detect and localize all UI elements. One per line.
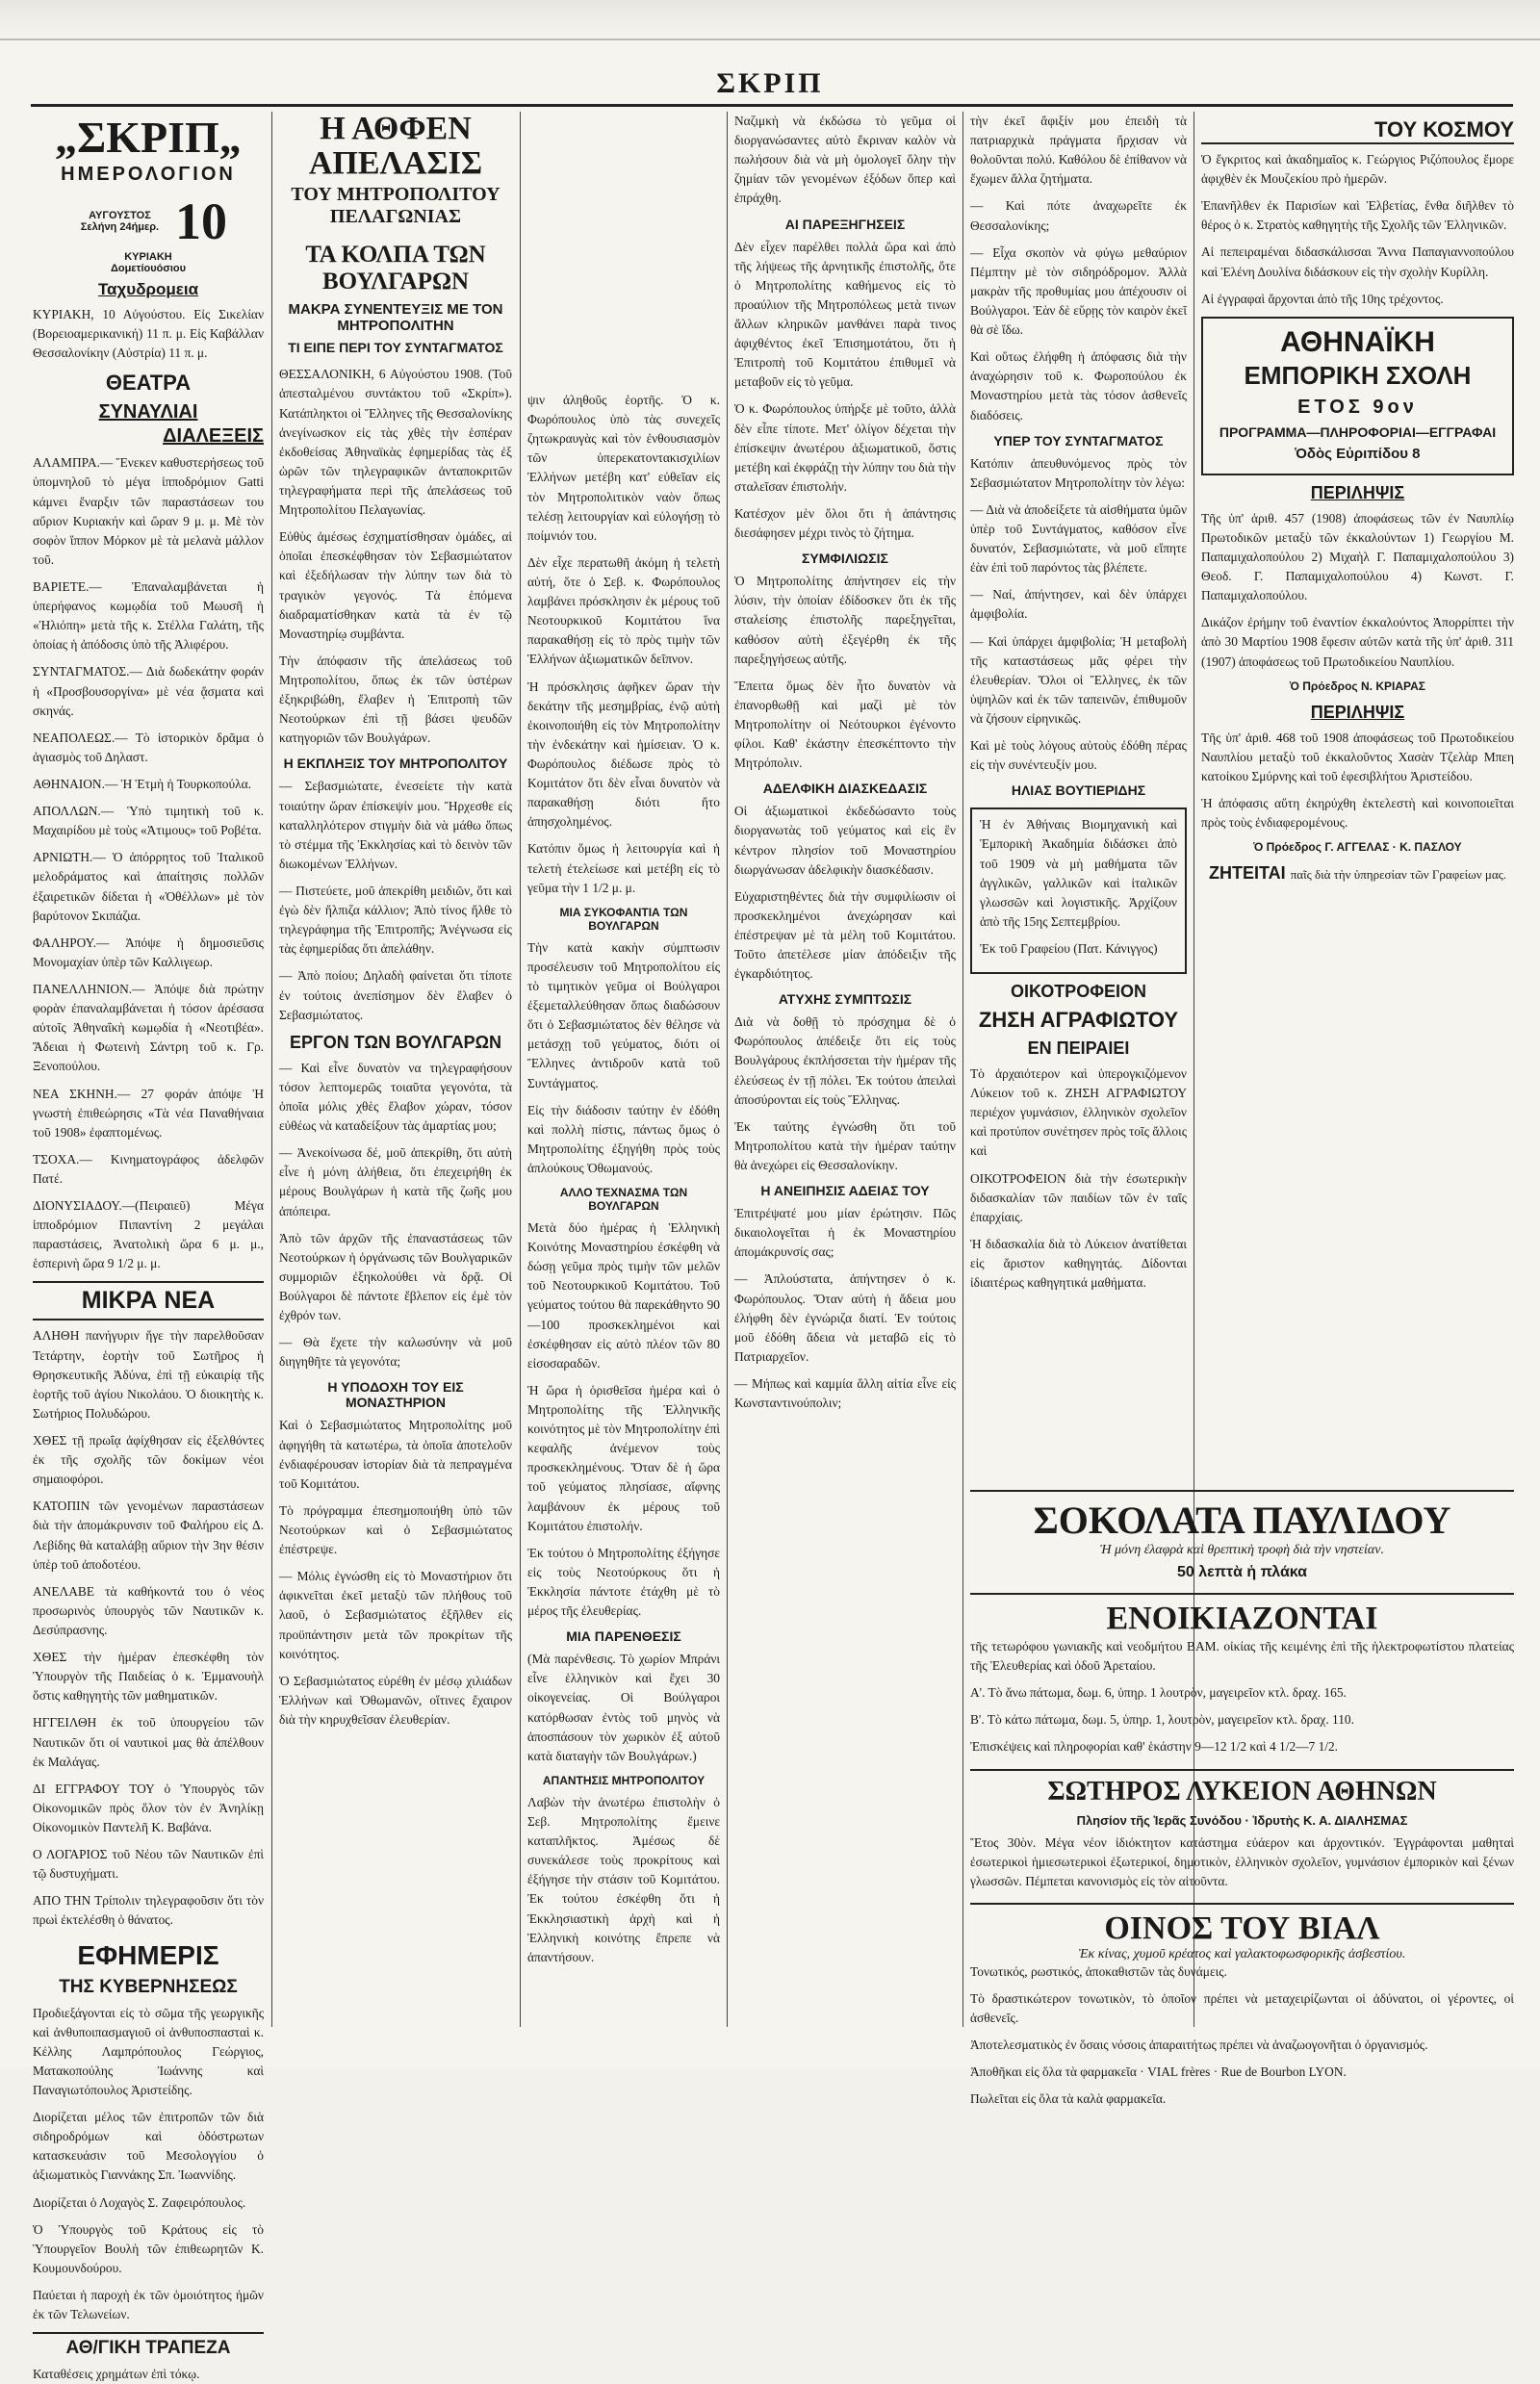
paragraph: Ἀπὸ τῶν ἀρχῶν τῆς ἐπαναστάσεως τῶν Νεοτούρκων ἡ ὀργάνωσις τῶν Βουλγαρικῶν συμμοριῶν ἐξηκολούθει νὰ δρᾷ. Οἱ Βούλγαροι δὲ πάντοτε ἔβλεπον εἰς ἐμὲ τὸν ἐχθρόν των. (279, 1230, 512, 1323)
paragraph: — Θὰ ἔχετε τὴν καλωσύνην νὰ μοῦ διηγηθῆτε τὰ γεγονότα; (279, 1335, 512, 1370)
paragraph: — Πιστεύετε, μοῦ ἀπεκρίθη μειδιῶν, ὅτι καὶ ἐγὼ δὲν ἤλπιζα κάλλιον; Ἀπὸ τίνος ἤλθε τὸ τηλεγράφημα τῆς Ἐπιτροπῆς; Ἀνέγνωσα εἰς τὰς ἐφημερίδας ὅτι ἀπελάθην. (279, 884, 512, 957)
paragraph: Ἡ ἀπόφασις αὕτη ἐκηρύχθη ἐκτελεστὴ καὶ κοινοποιεῖται πρὸς τοὺς ἐνδιαφερομένους. (1201, 795, 1514, 831)
boarding-text (970, 1064, 1187, 1293)
academy-notice-text (980, 815, 1177, 959)
paragraph: Δὲν εἶχε περατωθῆ ἀκόμη ἡ τελετὴ αὐτή, ὅτε ὁ Σεβ. κ. Φωρόπουλος λαμβάνει πρόσκλησιν ἐκ μέρους τοῦ Νεοτουρκικοῦ Κομιτάτου ἵνα παρακαθήσῃ εἰς τὸ πρὸς τιμὴν τῶν Ἑλλήνων ἀξιωματικῶν δεῖπνον. (527, 554, 720, 667)
paragraph: Ἡ διδασκαλία διὰ τὸ Λύκειον ἀνατίθεται εἰς ἄριστον καθηγητάς. Δίδονται ἰδιαιτέρως καθηγητικά μαθήματα. (970, 1236, 1187, 1291)
bottom-ads (970, 1478, 1514, 2107)
school-address: Ὁδὸς Εὐριπίδου 8 (1295, 445, 1421, 462)
wine-title: ΟΙΝΟΣ ΤΟΥ ΒΙΑΛ (1104, 1910, 1380, 1946)
paragraph: — Καὶ πότε ἀναχωρεῖτε ἐκ Θεσσαλονίκης; (970, 198, 1187, 233)
school-title-2: ΕΜΠΟΡΙΚΗ ΣΧΟΛΗ (1244, 360, 1472, 390)
chocolate-ad (970, 1490, 1514, 1581)
gov-item: Διορίζεται μέλος τῶν ἐπιτροπῶν τῶν διὰ σιδηροδρόμων καὶ ὁδόστρωτων κατασκευάσιν τοῦ Μεσολογγίου ὁ ἀξιωματικὸς Γιαννάκης Σπ. Ἰωαννίδης. (33, 2110, 264, 2183)
wine-text (970, 1962, 1514, 2110)
paragraph: Ἡ πρόσκλησις ἀφῆκεν ὥραν τὴν δεκάτην τῆς μεσημβρίας, ἐνῷ αὐτὴ ἐκοινοποιήθη εἰς τὸν Μητροπολίτην τὴν ἐνδεκάτην καὶ ἡμίσειαν. Ὁ κ. Φωρόπουλος διέδωσε πρὸς τὸ Κομιτάτον ὅτι δὲν εἶναι δυνατὸν νὰ παρακαθήσῃ διότι ἤτο ἀπησχολημένος. (527, 679, 720, 830)
concerts-heading: ΣΥΝΑΥΛΙΑΙ (98, 401, 198, 423)
lyceum-title: ΣΩΤΗΡΟΣ ΛΥΚΕΙΟΝ ΑΘΗΝΩΝ (1047, 1776, 1437, 1807)
paragraph: Εὐθὺς ἀμέσως ἐσχηματίσθησαν ὁμάδες, αἱ ὁποῖαι ἐπεσκέφθησαν τὸν Σεβασμιώτατον καὶ ἐξεδήλωσαν τὴν λύπην των διὰ τὸ τραγικὸν γεγονός. Τὰ ἑπόμενα διαδραματίσθηκαν κατὰ τὰ ἐν τῷ Μοναστηρίῳ συμβάντα. (279, 529, 512, 641)
paragraph: Τὴν κατὰ κακὴν σύμπτωσιν προσέλευσιν τοῦ Μητροπολίτου εἰς τὸ τιμητικὸν γεῦμα οἱ Βούλγαροι ἐξεμεταλλεύθησαν ὅπως διαδώσουν ὅτι ὁ Σεβασμιώτατος δὲν θέλησε νὰ μετάσχῃ τοῦ γεύματος, διότι οἱ Ἕλληνες ἀντιδροῦν κατὰ τοῦ Συντάγματος. (527, 939, 720, 1090)
theatre-item: ΝΕΑΠΟΛΕΩΣ.— Τὸ ἱστορικὸν δρᾶμα ὁ ἁγιασμὸς τοῦ Δηλαστ. (33, 730, 264, 764)
summary-text-2 (1201, 729, 1514, 833)
article-text-b (527, 938, 720, 1178)
gov-item: Παύεται ἡ παροχὴ ἐκ τῶν ὁμοιότητος ἡμῶν ἐκ τῶν Τελωνείων. (33, 2287, 264, 2322)
rent-line: Β'. Τὸ κάτω πάτωμα, δωμ. 5, ὑπηρ. 1, λουτρὸν, μαγειρεῖον κτλ. δραχ. 110. (970, 1712, 1354, 1728)
chocolate-title: ΣΟΚΟΛΑΤΑ ΠΑΥΛΙΔΟΥ (1033, 1499, 1451, 1542)
dateline-right: ΚΥΡΙΑΚΗ Δομετίουόσιου (110, 251, 187, 274)
column-divider (727, 112, 728, 2027)
gov-heading-1: ΕΦΗΜΕΡΙΣ (77, 1939, 219, 1970)
paragraph: (Μὰ παρένθεσις. Τὸ χωρίον Μπράνι εἶνε ἑλληνικὸν καὶ ἔχει 30 οἰκογενείας. Οἱ Βούλγαροι κατόρθωσαν ἐντὸς τοῦ μηνὸς νὰ ἀποσπάσουν τὸν χωρικὸν ἐξ αὐτοῦ κατὰ διαταγὴν τῶν Βουλγάρων.) (527, 1652, 720, 1763)
summary-signature-1: Ὁ Πρόεδρος Ν. ΚΡΙΑΡΑΣ (1290, 679, 1425, 693)
rent-line: τῆς τετωρόφου γωνιακῆς καὶ νεοδμήτου ΒΑΜ. οἰκίας τῆς κειμένης ἐπὶ τῆς ἡλεκτροφωτίστου πλατείας τῆς Ἐλευθερίας καὶ ὁδοῦ Ἀρεταίου. (970, 1639, 1514, 1674)
top-rule (31, 104, 1513, 107)
paragraph: Τῆς ὑπ' ἀριθ. 468 τοῦ 1908 ἀποφάσεως τοῦ Πρωτοδικείου Ναυπλίου μεταξὺ τοῦ ἐκκαλοῦντος Χασὰν Τζελὰρ Μπεη κατοίκου Σμύρνης καὶ τοῦ ἐφεσιβλήτου Ἀριστείδου. (1201, 730, 1514, 783)
news-item: ΧΘΕΣ τῇ πρωΐᾳ ἀφίχθησαν εἰς ἐξελθόντες ἐκ τῆς σχολῆς τῶν δοκίμων νέοι σημαιοφόροι. (33, 1433, 264, 1487)
paragraph: Ὁ κ. Φωρόπουλος ὑπήρξε μὲ τοῦτο, ἀλλὰ δὲν εἶπε τίποτε. Μετ' ὀλίγον δέχεται τὴν ἐπίσκεψιν ἀνωτέρου ἀξιωματικοῦ, ὅστις μετέβη καὶ ἐκφράζῃ τὴν λύπην του διὰ τὴν σταλεῖσαν ἐπιστολήν. (734, 401, 956, 494)
news-item: ΑΝΕΛΑΒΕ τὰ καθήκοντά του ὁ νέος προσωρινὸς ὑπουργὸς τῶν Ναυτικῶν κ. Δεσύπρασνης. (33, 1583, 264, 1638)
column-divider (520, 112, 521, 2027)
post-heading: Ταχυδρομεια (97, 280, 199, 298)
column-1 (33, 112, 264, 2382)
gov-heading-2: ΤΗΣ ΚΥΒΕΡΝΗΣΕΩΣ (59, 1976, 238, 1997)
paragraph: Κατέσχον μὲν ὅλοι ὅτι ἡ ἀπάντησις διεσάφησεν μέχρι τινὸς τὸ ζήτημα. (734, 505, 956, 541)
paragraph: Ἔπειτα ὅμως δὲν ἦτο δυνατὸν νὰ ἐπανορθωθῇ καὶ μαζὶ μὲ τὸν Μητροπολίτην οἱ Νεότουρκοι ἐγένοντο φίλοι. Καθ' ἑκάστην ἐπεσκέπτοντο τὴν Μητρόπολιν. (734, 678, 956, 771)
nameplate-subtitle: ΗΜΕΡΟΛΟΓΙΟΝ (61, 164, 236, 185)
world-heading: ΤΟΥ ΚΟΣΜΟΥ (1201, 117, 1514, 144)
bank-text: Καταθέσεις χρημάτων ἐπὶ τόκῳ. (33, 2367, 200, 2382)
subheading-reply: ΑΠΑΝΤΗΣΙΣ ΜΗΤΡΟΠΟΛΙΤΟΥ (542, 1773, 706, 1787)
academy-notice (970, 807, 1187, 974)
column-4 (734, 112, 956, 2027)
paragraph: Ἡ ὥρα ἡ ὁρισθεῖσα ἡμέρα καὶ ὁ Μητροπολίτης τῆς Ἑλληνικῆς κοινότητος μὲ τὸν Μητροπολίτην ἐπὶ κεφαλῆς ἀνέμενον τοὺς προσκεκλημένους. Ὅταν δὲ ἡ ὥρα τοῦ γεύματος πλησίασε, αἴφνης λαμβάνουν ἐκ μέρους τοῦ Κομιτάτου ἐπιστολήν. (527, 1382, 720, 1533)
wine-line: Ἀποθῆκαι εἰς ὅλα τὰ φαρμακεῖα · VIAL frères · Rue de Bourbon LYON. (970, 2064, 1347, 2080)
theatre-heading: ΘΕΑΤΡΑ (105, 371, 192, 396)
theatre-item: ΦΑΛΗΡΟΥ.— Ἀπόψε ἡ δημοσιεῦσις Μονομαχίαν ὑπὲρ τῶν Καλλιγεωρ. (33, 935, 264, 969)
chocolate-price: 50 λεπτὰ ἡ πλάκα (1176, 1564, 1308, 1580)
news-item: ΗΓΓΕΙΛΘΗ ἐκ τοῦ ὑπουργείου τῶν Ναυτικῶν ὅτι οἱ ναυτικοὶ μας θὰ ἀπέλθουν ἐκ Μαλάγας. (33, 1715, 264, 1769)
wanted-text: παῖς διὰ τὴν ὑπηρεσίαν τῶν Γραφείων μας. (1290, 867, 1507, 883)
paragraph: Τὸ πρόγραμμα ἐπεσημοποιήθη ὑπὸ τῶν Νεοτούρκων καὶ ὁ Σεβασμιώτατος ἐπέστρεψε. (279, 1502, 512, 1557)
wine-line: Πωλεῖται εἰς ὅλα τὰ καλὰ φαρμακεῖα. (970, 2091, 1167, 2107)
paragraph: Ὁ Σεβασμιώτατος εὑρέθη ἐν μέσῳ χιλιάδων Ἑλλήνων καὶ Ὀθωμανῶν, οἵτινες ἔχαιρον διὰ τὴν κηρυχθεῖσαν ἐλευθερίαν. (279, 1673, 512, 1727)
article-text-c (734, 572, 956, 773)
paragraph: Ἡ ἐν Ἀθήναις Βιομηχανικὴ καὶ Ἐμπορικὴ Ἀκαδημία διδάσκει ἀπὸ τοῦ 1909 νὰ μὴ μαθήματα τῶν ἀγγλικῶν, γαλλικῶν καὶ ἰταλικῶν γλωσσῶν καὶ λογιστικῆς. Ἀρχίζουν ἀπὸ τῆς 15ης Σεπτεμβρίου. (980, 817, 1177, 929)
column-6 (1201, 112, 1514, 1469)
news-item: ΑΠΟ ΤΗΝ Τρίπολιν τηλεγραφοῦσιν ὅτι τὸν πρωὶ ἐκτελέσθη ὁ θάνατος. (33, 1893, 264, 1928)
paragraph: Εὐχαριστηθέντες διὰ τὴν συμφιλίωσιν οἱ προσκεκλημένοι ἀνεχώρησαν καὶ ἐπέστρεψαν μὲ τὰ μέλη τοῦ Κομιτάτου. Τοῦτο ἀπετέλεσε μίαν ἀπόδειξιν τῆς ἐγκαρδιότητος. (734, 888, 956, 982)
paragraph: Ἐκ ταύτης ἐγνώσθη ὅτι τοῦ Μητροπολίτου κατὰ τὴν ἡμέραν ταύτην θὰ ἀνεχώρει εἰς Θεσσαλονίκην. (734, 1118, 956, 1173)
paragraph: Λαβὼν τὴν ἀνωτέρω ἐπιστολὴν ὁ Σεβ. Μητροπολίτης ἔμεινε καταπλῆκτος. Ἀμέσως δὲ συνεκάλεσε τοὺς προκρίτους καὶ ἐξήγησε τὴν στάσιν τοῦ Κομιτάτου. Ἐκ τούτου ἐσκέφθη ὅτι ἡ Ἐκκλησιαστικὴ ἀρχὴ καὶ ἡ Ἑλληνικὴ κοινότης ἔπρεπε νὰ ἀπαντήσουν. (527, 1794, 720, 1964)
gov-item: Προδιεξάγονται εἰς τὸ σῶμα τῆς γεωργικῆς καὶ ἀνθυποιπασμαγιοῦ οἱ ἀνθυποσπασταὶ κ. Κέλλης Λαμπρόπουλος Γεώργιος, Ματακοπούλης Ἰωάννης καὶ Παναγιωτόπουλος Ἀριστείδης. (33, 2005, 264, 2097)
theatre-item: ΝΕΑ ΣΚΗΝΗ.— 27 φοράν ἀπόψε Ἡ γνωστὴ ἐπιθεώρησις «Τὰ νέα Παναθήναια τοῦ 1908» ἐφαπτομένως. (33, 1086, 264, 1140)
subheading-astonishment: Η ΕΚΠΛΗΞΙΣ ΤΟΥ ΜΗΤΡΟΠΟΛΙΤΟΥ (283, 756, 508, 772)
theatre-list (33, 453, 264, 1273)
subheading-reception: Η ΥΠΟΔΟΧΗ ΤΟΥ ΕΙΣ ΜΟΝΑΣΤΗΡΙΟΝ (327, 1379, 464, 1411)
column-3 (527, 112, 720, 2027)
news-list (33, 1326, 264, 1930)
paragraph: — Καὶ εἶνε δυνατὸν να τηλεγραφήσουν τόσον λεπτομερῶς τοιαῦτα γεγονότα, τὰ ὁποῖα μόλις χθὲς ἔλαβον χώραν, τόσον εὐθέως νὰ καταδείξουν τὰς ἀμαρτίας μου; (279, 1060, 512, 1134)
paragraph: — Μήπως καὶ καμμία ἄλλη αἰτία εἶνε εἰς Κωνσταντινούπολιν; (734, 1376, 956, 1411)
article-text-d (734, 802, 956, 984)
boarding-heading: ΟΙΚΟΤΡΟΦΕΙΟΝ (1011, 982, 1146, 1002)
rent-title: ΕΝΟΙΚΙΑΖΟΝΤΑΙ (1106, 1601, 1378, 1636)
paragraph: — Ἀπὸ ποίου; Δηλαδὴ φαίνεται ὅτι τίποτε ἐν τούτοις ἀνεπίσημον δὲν ἔλαβεν ὁ Σεβασμιώτατος. (279, 968, 512, 1022)
paragraph: Κατόπιν ἀπευθυνόμενος πρὸς τὸν Σεβασμιώτατον Μητροπολίτην τὸν λέγω: (970, 455, 1187, 490)
rent-line: Ἐπισκέψεις καὶ πληροφορίαι καθ' ἑκάστην 9—12 1/2 καὶ 4 1/2—7 1/2. (970, 1739, 1339, 1755)
post-text: ΚΥΡΙΑΚΗ, 10 Αὐγούστου. Εἰς Σικελίαν (Βορειοαμερικανική) 11 π. μ. Εἰς Καβάλλαν Θεσσαλονίκην (Αὐστρία) 11 π. μ. (33, 307, 264, 361)
column-5 (970, 112, 1187, 1469)
headline-5: ΤΙ ΕΙΠΕ ΠΕΡΙ ΤΟΥ ΣΥΝΤΑΓΜΑΤΟΣ (288, 340, 503, 356)
subheading-trick: ΑΛΛΟ ΤΕΧΝΑΣΜΑ ΤΩΝ ΒΟΥΛΓΑΡΩΝ (559, 1186, 688, 1214)
lyceum-ad (970, 1769, 1514, 1891)
paragraph: Εἰς τὴν διάδοσιν ταύτην ἐν ἐδόθη καὶ πολλὴ πίστις, πάντως ὅμως ὁ Μητροπολίτης ἐξηγήθη πρὸς τοὺς ἀπλούκους Ὀθωμανούς. (527, 1102, 720, 1175)
theatre-item: ΣΥΝΤΑΓΜΑΤΟΣ.— Διὰ δωδεκάτην φοράν ἡ «Προσβουσοργίνα» μὲ νέα ᾄσματα καὶ σκηνάς. (33, 664, 264, 718)
article-text-a (527, 391, 720, 898)
paragraph: — Ἀνεκοίνωσα δέ, μοῦ ἀπεκρίθη, ὅτι αὐτὴ εἶνε ἡ μόνη ἀλήθεια, ὅτι ἐπεχειρήθη ἐκ μέρους Βουλγάρων ἡ κατὰ τῆς ζωῆς μου ἀπόπειρα. (279, 1145, 512, 1218)
paragraph: — Ναί, ἀπήντησεν, καὶ δὲν ὑπάρχει ἀμφιβολία. (970, 587, 1187, 622)
gov-list (33, 2004, 264, 2325)
paragraph: Ναζιμκὴ νὰ ἐκδώσω τὸ γεῦμα οἱ διοργανώσαντες αὐτὸ ἔκριναν καλὸν νὰ πωλήσουν διὰ νὰ μὴ ὁμολογεῖ ὅλην τὴν ζημίαν τῶν γενομένων ἐξόδων ὅπερ καὶ ἐπράχθη. (734, 114, 956, 206)
paragraph: Κατόπιν ὅμως ἡ λειτουργία καὶ ἡ τελετὴ ἐτελείωσε καὶ μετέβη εἰς τὸ γεῦμα τὴν 1 1/2 μ. μ. (527, 841, 720, 895)
paragraph: Ἐπιτρέψατέ μου μίαν ἐρώτησιν. Πῶς δικαιολογεῖται ἡ ἐκ Μοναστηρίου ἀπομάκρυνσίς σας; (734, 1206, 956, 1260)
dateline (33, 192, 264, 274)
paragraph: Δικάζον ἐρήμην τοῦ ἐναντίον ἐκκαλούντος Ἀπορρίπτει τὴν ἀπὸ 30 Μαρτίου 1908 ἔφεσιν αὐτῶν κατὰ τῆς ὑπ' ἀριθ. 311 (1907) ἀποφάσεως τοῦ Πρωτοδικείου Ναυπλίου. (1201, 615, 1514, 669)
paragraph: — Καὶ ὑπάρχει ἀμφιβολία; Ἡ μεταβολὴ τῆς καταστάσεως μᾶς φέρει τὴν ἐλευθερίαν. Ὅλοι οἱ Ἕλληνες, ἐκ τῶν ὑψηλῶν καὶ ἐκ τῶν ταπεινῶν, ἐπιθυμοῦν νὰ ζήσουν εἰρηνικῶς. (970, 633, 1187, 726)
world-text (1201, 150, 1514, 309)
theatre-item: ΑΠΟΛΛΩΝ.— Ὑπὸ τιμητικὴ τοῦ κ. Μαχαιρίδου μὲ τοὺς «Ἀτιμους» τοῦ Ροβέτα. (33, 804, 264, 838)
summary-heading-2: ΠΕΡΙΛΗΨΙΣ (1310, 702, 1405, 722)
article-text-d (527, 1650, 720, 1766)
subheading-constitution: ΥΠΕΡ ΤΟΥ ΣΥΝΤΑΓΜΑΤΟΣ (993, 432, 1164, 449)
paragraph: Τῆς ὑπ' ἀριθ. 457 (1908) ἀποφάσεως τῶν ἐν Ναυπλίῳ Πρωτοδικῶν μεταξὺ τῶν ἐκκαλούντων 1) Γεωργίου Μ. Παπαμιχαλοπούλου 2) Μιχαὴλ Γ. Παπαμιχαλοπούλου 3) Θεοδ. Γ. Παπαμιχαλοπούλου 4) Κωνστ. Γ. Παπαμιχαλοπούλου. (1201, 510, 1514, 603)
subheading-reconciliation: ΣΥΜΦΙΛΙΩΣΙΣ (802, 551, 888, 567)
paragraph: — Σεβασμιώτατε, ἐνεσείετε τὴν κατὰ τοιαύτην ὥραν ἐπίσκεψίν μου. Ἤρχεσθε εἰς καταλληλότερον στιγμὴν διὰ νὰ μάθω ὅπως τὸ στέμμα τῆς Ἐκκλησίας καὶ τὸ δεινὸν τῶν διωκομένων Ἑλλήνων. (279, 779, 512, 871)
lectures-heading: ΔΙΑΛΕΞΕΙΣ (163, 425, 264, 448)
theatre-item: ΒΑΡΙΕΤΕ.— Ἐπαναλαμβάνεται ἡ ὑπερήφανος κωμῳδία τοῦ Μωυσῆ ἡ «Ἠλιόπη» μετὰ τῆς κ. Στέλλα Γαλάτη, τῆς ὁποίας ἡ ἀπόδοσις ὑπὸ τῆς Ἀλιφέρου. (33, 578, 264, 653)
paragraph: Διὰ νὰ δοθῇ τὸ πρόσχημα δὲ ὁ Φωρόπουλος ἀπέδειξε ὅτι εἰς τοὺς Βουλγάρους ἐκπλήσσεται τὴν ἡμέραν τῆς ἐλεύσεως ἐν τῇ πόλει. Ἐκ τούτου ἀπειλαὶ ἀποσύρονται εἰς τοὺς Ἕλληνας. (734, 1014, 956, 1107)
summary-text-1 (1201, 509, 1514, 672)
paragraph: Ἐκ τούτου ὁ Μητροπολίτης ἐξήγησε εἰς τοὺς Νεοτούρκους ὅτι ἡ Ἐκκλησία πάντοτε ἐτάχθη μὲ τὸ μέρος τῆς ἐλευθερίας. (527, 1545, 720, 1619)
paragraph: Μετὰ δύο ἡμέρας ἡ Ἑλληνικὴ Κοινότης Μοναστηρίου ἐσκέφθη νὰ δώσῃ γεῦμα πρὸς τιμὴν τῶν μελῶν τοῦ Νεοτουρκικοῦ Κομιτάτου. Τοῦ γεύματος τούτου θὰ παρεκάθηντο 90—100 προσκεκλημένοι καὶ ἐσκέφθησαν εἰς αὐτὸ πλέον τῶν 80 εἰσοσαραδῶν. (527, 1220, 720, 1371)
paragraph: ΘΕΣΣΑΛΟΝΙΚΗ, 6 Αὐγούστου 1908. (Τοῦ ἀπεσταλμένου συντάκτου τοῦ «Σκρίπ»). Κατάπληκτοι οἱ Ἕλληνες τῆς Θεσσαλονίκης ἀνεγίνωσκον εἰς τὰς χθὲς τὴν ἑσπέραν ἐκδοθείσας Ἀθηναϊκὰς ἐφημερίδας τὰς ἐξ ὡρῶν τῶν τηλεγραφικῶν ἀνταποκριτῶν τηλεγραφήματα περὶ τῆς ἀπελάσεως τοῦ Μητροπολίτου Πελαγωνίας. (279, 367, 512, 518)
subheading-coincidence: ΑΤΥΧΗΣ ΣΥΜΠΤΩΣΙΣ (778, 991, 912, 1008)
masthead: ΣΚΡΙΠ (716, 67, 824, 99)
paragraph: τὴν ἐκεῖ ἄφιξίν μου ἐπειδὴ τὰ πατριαρχικὰ πράγματα ἤρχισαν νὰ θολοῦνται πολύ. Καθόλου δὲ ἐπίθανον νὰ ἔχωμεν ἄλλα ζητήματα. (970, 114, 1187, 187)
article-text-b (970, 454, 1187, 776)
article-text-e (734, 1013, 956, 1175)
article-text-c (527, 1218, 720, 1621)
headline-4: ΜΑΚΡΑ ΣΥΝΕΝΤΕΥΞΙΣ ΜΕ ΤΟΝ ΜΗΤΡΟΠΟΛΙΤΗΝ (288, 301, 503, 335)
summary-signature-2: Ὁ Πρόεδρος Γ. ΑΓΓΕΛΑΣ · Κ. ΠΑΣΛΟΥ (1253, 840, 1462, 855)
wanted-heading: ΖΗΤΕΙΤΑΙ (1208, 863, 1286, 884)
wine-line: Τονωτικός, ρωστικός, ἀποκαθιστῶν τὰς δυνάμεις. (970, 1963, 1227, 1979)
article-text-b (279, 777, 512, 1024)
article-text-e (527, 1793, 720, 1967)
paragraph: Ἐκ τοῦ Γραφείου (Πατ. Κάνιγγος) (980, 940, 1158, 956)
summary-heading-1: ΠΕΡΙΛΗΨΙΣ (1310, 482, 1405, 502)
wine-line: Ἀποτελεσματικὸς ἐν ὅσαις νόσοις ἀπαραιτήτως πρέπει νὰ ἀναζωογονῆται ὁ ὀργανισμός. (970, 2038, 1428, 2053)
author-signature: ΗΛΙΑΣ ΒΟΥΤΙΕΡΙΔΗΣ (1011, 782, 1146, 799)
rent-line: Α'. Τὸ ἄνω πάτωμα, δωμ. 6, ὑπηρ. 1 λουτρὸν, μαγειρεῖον κτλ. δραχ. 165. (970, 1685, 1347, 1701)
subheading-parenthesis: ΜΙΑ ΠΑΡΕΝΘΕΣΙΣ (566, 1628, 681, 1645)
subheading-leave: Η ΑΝΕΙΠΗΣΙΣ ΑΔΕΙΑΣ ΤΟΥ (760, 1183, 930, 1199)
subheading-slander: ΜΙΑ ΣΥΚΟΦΑΝΤΙΑ ΤΩΝ ΒΟΥΛΓΑΡΩΝ (559, 905, 688, 933)
paragraph: — Εἶχα σκοπὸν νὰ φύγω μεθαύριον Πέμπτην μὲ τὸν σιδηρόδρομον. Ἀλλὰ μακρὰν τῆς προθυμίας μου ἀπέχουσιν οἱ Βούλγαροι. Ἐὰν δὲ εὕρῃς τὸν καιρὸν ἐκεῖ θὰ σὲ ἴδω. (970, 244, 1187, 338)
paragraph: Ἐπανῆλθεν ἐκ Παρισίων καὶ Ἐλβετίας, ἔνθα διῆλθεν τὸ θέρος ὁ κ. Στρατὸς καθηγητὴς τῆς Σχολῆς τῶν Ἐλληνικῶν. (1201, 198, 1514, 233)
news-item: ΧΘΕΣ τὴν ἡμέραν ἐπεσκέφθη τὸν Ὑπουργὸν τῆς Παιδείας ὁ κ. Ἐμμανουὴλ ὅστις καθηγητὴς τῶν μαθηματικῶν. (33, 1650, 264, 1704)
theatre-item: ΤΣΟΧΑ.— Κινηματογράφος ἀδελφῶν Πατέ. (33, 1151, 264, 1186)
dateline-day: 10 (175, 192, 228, 250)
paragraph: — Μόλις ἐγνώσθη εἰς τὸ Μοναστήριον ὅτι ἀφικνεῖται ἐκεῖ μεταξὺ τῶν πλήθους τοῦ λαοῦ, ὁ Σεβασμιώτατος ἐξῆλθεν εἰς προϋπάντησιν μετὰ τῶν προκρίτων τῆς κοινότητος. (279, 1569, 512, 1661)
chocolate-subtitle: Ἡ μόνη ἐλαφρὰ καὶ θρεπτικὴ τροφὴ διὰ τὴν νηστείαν. (1100, 1543, 1384, 1557)
column-2 (279, 112, 512, 2027)
school-title-1: ΑΘΗΝΑΪΚΗ (1280, 325, 1435, 358)
paragraph: Καὶ μὲ τοὺς λόγους αὐτοὺς ἐδόθη πέρας εἰς τὴν συνέντευξίν μου. (970, 738, 1187, 773)
news-item: ΔΙ ΕΓΓΡΑΦΟΥ ΤΟΥ ὁ Ὑπουργὸς τῶν Οἰκονομικῶν πρὸς ὅλον τὸν ἐν Ἀνηλίκῃ Οἰκονομικὸν Παντελῆ Κ. Βαβάνα. (33, 1781, 264, 1834)
gov-item: Ὁ Ὑπουργὸς τοῦ Κράτους εἰς τὸ Ὑπουργεῖον Βουλὴ τῶν ἑπιθεωρητῶν Κ. Κουμουνδούρου. (33, 2221, 264, 2275)
dateline-left: ΑΥΓΟΥΣΤΟΣ Σελήνη 24ήμερ. (80, 210, 160, 233)
article-text-a (279, 365, 512, 748)
theatre-item: ΑΘΗΝΑΙΟΝ.— Ἡ Ἑτμὴ ἡ Τουρκοπούλα. (33, 776, 251, 791)
theatre-item: ΑΛΑΜΠΡΑ.— Ἕνεκεν καθυστερήσεως τοῦ ὑπομνηλοῦ τὸ μέγα ἱπποδρόμιον Gatti κάμνει ἔναρξιν τῶν παραστάσεων του αὔριον Κυριακήν καὶ ὥραν 9 μ. μ. Μὲ τὸν σοφὸν ἵππον Μόρκον μὲ τὰ μελανὰ μάλλον τοῦ. (33, 455, 264, 567)
article-text-c (279, 1059, 512, 1372)
wine-subtitle: Ἐκ κίνας, χυμοῦ κρέατος καὶ γαλακτοφωσφορικῆς ἀσβεστίου. (1078, 1946, 1406, 1961)
paragraph: ψιν ἀληθοῦς ἑορτῆς. Ὁ κ. Φωρόπουλος ὑπὸ τὰς συνεχεῖς ζητωκραυγὰς καὶ τὸν ἐνθουσιασμὸν τῶν ὑπερεκατοντακισχιλίων Ἑλλήνων μετέβη κατ' εὐθεῖαν εἰς τὸν Μητροπολιτικὸν ναὸν ὅπως τελέσῃ λειτουργίαν καὶ εὐλογήσῃ τὸ ποίμνιόν του. (527, 393, 720, 543)
scan-edge (0, 0, 1540, 40)
paragraph: Ὁ Μητροπολίτης ἀπήντησεν εἰς τὴν λύσιν, τὴν ὁποίαν ἐδίδοσκεν ὅτι ἐκ τῆς σταλείσης ἐπιστολῆς παρεξηγεῖται, καθόσον αὐτὴ ἐξεγέρθη ἐκ τῆς παρεξηγήσεως αὐτῆς. (734, 574, 956, 666)
paragraph: Οἱ ἀξιωματικοὶ ἐκδεδώσαντο τοὺς διοργανωτὰς τοῦ γεύματος καὶ εἰς ἓν κέντρον πλησίον τοῦ Μοναστηρίου διωργάνωσαν ἀδελφικὴν διασκέδασιν. (734, 804, 956, 877)
boarding-location: ΕΝ ΠΕΙΡΑΙΕΙ (1027, 1038, 1130, 1059)
wine-ad (970, 1903, 1514, 2110)
paragraph: Δὲν εἶχεν παρέλθει πολλὰ ὥρα καὶ ἀπὸ τῆς λήψεως τῆς ἀρνητικῆς ἐπιστολῆς, ὅτε ὁ Μητροπολίτης καθήμενος εἰς τὸ προαύλιον τῆς Μητροπόλεως μετὰ τινων ἄλλων κληρικῶν μανθάνει παρὰ τινος ἀφιχθέντος ἐκεῖ Ἐπισημοτάτου, ὅτι ἡ Ἐπιτροπὴ τοῦ Κομιτάτου ἐπιθυμεῖ νὰ μεταβοῦν εἰς τὸ γεῦμα. (734, 239, 956, 390)
column-divider (962, 112, 963, 2027)
article-text-f (734, 1204, 956, 1413)
article-text-b (734, 238, 956, 544)
article-text-d (279, 1416, 512, 1730)
article-text-a (734, 112, 956, 209)
news-item: ΚΑΤΟΠΙΝ τῶν γενομένων παραστάσεων διὰ τὴν ἀπομάκρυνσιν τοῦ Φαλήρου εἰς Δ. Λεβίδης θὰ καταλάβῃ αὔριον τὴν 3ην θέσιν ὑπὲρ τοῦ ἀποδοτέου. (33, 1499, 264, 1572)
school-program: ΠΡΟΓΡΑΜΜΑ—ΠΛΗΡΟΦΟΡΙΑΙ—ΕΓΓΡΑΦΑΙ (1219, 423, 1497, 440)
paragraph: Τὸ ἀρχαιότερον καὶ ὑπερογκιζόμενον Λύκειον τοῦ κ. ΖΗΣΗ ΑΓΡΑΦΙΩΤΟΥ περιέχον γυμνάσιον, ἑλληνικὸν σχολεῖον καὶ προτύπον συνέτησεν πρὸς τοῖς ἄλλοις καὶ (970, 1066, 1187, 1159)
paragraph: Αἱ ἐγγραφαὶ ἄρχονται ἀπὸ τῆς 10ης τρέχοντος. (1201, 291, 1444, 306)
headline-1: Η ΑΘΦΕΝ ΑΠΕΛΑΣΙΣ (308, 111, 483, 181)
lyceum-subtitle: Πλησίον τῆς Ἱερᾶς Συνόδου · Ἱδρυτὴς Κ. Α. ΔΙΑΛΗΣΜΑΣ (1076, 1812, 1408, 1828)
lyceum-text: Ἔτος 30ὸν. Μέγα νέον ἰδιόκτητον κατάστημα εὐάερον και ἀρχοντικόν. Ἐγγράφονται μαθηταὶ ἐσωτερικοὶ ἡμιεσωτερικοὶ ἐξωτερικοί, δημοτικὸν, ἑλληνικὸν σχολεῖον, γυμνάσιον ἐμπορικὸν καὶ ξένων γλωσσῶν. Πέμπεται κανονισμὸς εἰς τὸν αἰτοῦντα. (970, 1834, 1514, 1888)
subheading-misunderstandings: ΑΙ ΠΑΡΕΞΗΓΗΣΕΙΣ (784, 216, 906, 232)
wine-line: Τὸ δραστικώτερον τονωτικὸν, τὸ ὁποῖον πρέπει νὰ μεταχειρίζωνται οἱ ἀδύνατοι, οἱ γέροντες, οἱ ἀσθενεῖς. (970, 1990, 1514, 2026)
paragraph: — Ἀπλούστατα, ἀπήντησεν ὁ κ. Φωρόπουλος. Ὅταν αὐτὴ ἡ ἄδεια μου ἐλήφθη δὲν ἐγνώριζα διατί. Ἐν τούτοις μοῦ ἐδόθη ἄδεια νὰ μεταβῶ εἰς τὸ Πατριαρχεῖον. (734, 1271, 956, 1364)
subheading-bulgarian-work: ΕΡΓΟΝ ΤΩΝ ΒΟΥΛΓΑΡΩΝ (289, 1032, 502, 1052)
headline-2: ΤΟΥ ΜΗΤΡΟΠΟΛΙΤΟΥ ΠΕΛΑΓΩΝΙΑΣ (291, 184, 500, 228)
rent-text (970, 1637, 1514, 1757)
school-year: ΕΤΟΣ 9ον (1297, 396, 1418, 418)
paragraph: Τὴν ἀπόφασιν τῆς ἀπελάσεως τοῦ Μητροπολίτου, ὅπως ἐκ τῶν ὑστέρων ἐξηκριβώθη, ἔλαβεν ἡ Ἐπιτροπὴ τῶν Νεοτούρκων ἐπὶ τῇ βάσει ψευδῶν κατηγοριῶν τῶν Βουλγάρων. (279, 653, 512, 746)
news-heading: ΜΙΚΡΑ ΝΕΑ (33, 1281, 264, 1320)
rent-ad (970, 1593, 1514, 1757)
subheading-fraternal: ΑΔΕΛΦΙΚΗ ΔΙΑΣΚΕΔΑΣΙΣ (762, 781, 928, 797)
headline-3: ΤΑ ΚΟΛΠΑ ΤΩΝ ΒΟΥΛΓΑΡΩΝ (305, 242, 486, 295)
paragraph: Ὁ ἔγκριτος καὶ ἀκαδημαῖος κ. Γεώργιος Ριζόπουλος ἔμορε ἀφιχθὲν ἐκ Μουζεκίου πρὸ ἡμερῶν. (1201, 152, 1514, 187)
paragraph: Καὶ οὕτως ἐλήφθη ἡ ἀπόφασις διὰ τὴν ἀναχώρησιν τοῦ κ. Φωροπούλου ἐκ Μοναστηρίου μετὰ τὰς τόσον ἀσθενεῖς διαδόσεις. (970, 349, 1187, 423)
news-item: Ο ΛΟΓΑΡΙΟΣ τοῦ Νέου τῶν Ναυτικῶν ἐπὶ τῷ δυστυχήματι. (33, 1847, 264, 1882)
bank-heading: ΑΘ/ΓΙΚΗ ΤΡΑΠΕΖΑ (33, 2332, 264, 2359)
paragraph: — Διὰ νὰ ἀποδείξετε τὰ αἰσθήματα ὑμῶν ὑπὲρ τοῦ Συντάγματος, καθόσον εἶνε δυνατόν, Σεβασμιώτατε, νὰ μοῦ εἴπητε ἐὰν ἐπὶ τοῦ παρόντος τὰς βλέπετε. (970, 501, 1187, 576)
paragraph: Αἱ πεπειραμέναι διδασκάλισσαι Ἄννα Παπαγιαννοπούλου καὶ Ἑλένη Δουλίνα διδάσκουν εἰς τὴν σχολὴν Κυρίλλη. (1201, 244, 1514, 279)
paragraph: Καὶ ὁ Σεβασμιώτατος Μητροπολίτης μοῦ ἀφηγήθη τὰ κατωτέρω, τὰ ὁποῖα ἀποτελοῦν ἐνδιαφέρουσαν ἱστορίαν διὰ τὰ πεπραγμένα τοῦ Κομιτάτου. (279, 1418, 512, 1491)
column-divider (271, 112, 272, 2027)
nameplate: „ΣΚΡΙΠ„ (55, 113, 242, 162)
article-text-a (970, 112, 1187, 425)
theatre-item: ΑΡΝΙΩΤΗ.— Ὁ ἀπόρρητος τοῦ Ἰταλικοῦ μελοδράματος καὶ ἀπαίτησις πολλῶν ἐξαιρετικῶν δίδεται ἡ «Ὁθέλλων» μὲ τὸν βαρύτονον Σκιπάζια. (33, 850, 264, 923)
wanted-ad (1201, 863, 1514, 884)
paragraph: ΟΙΚΟΤΡΟΦΕΙΟΝ διὰ τὴν ἐσωτερικὴν διδασκαλίαν τῶν παιδίων τῶν ἐν ταῖς ἐπαρχίαις. (970, 1170, 1187, 1224)
theatre-item: ΠΑΝΕΛΛΗΝΙΟΝ.— Ἀπόψε διὰ πρώτην φορὰν ἐπαναλαμβάνεται ἡ τόσον ἀρέσασα αὐτοῖς Ἀθηναΐκὴ κωμῳδία ἡ «Νεοτιβέα». Ἄδειαι ἡ Φωτεινὴ Σάντρη τοῦ κ. Γρ. Ξενοπούλου. (33, 981, 264, 1074)
theatre-item: ΔΙΟΝΥΣΙΑΔΟΥ.—(Πειραιεῦ) Μέγα ἱπποδρόμιον Πιπαντίνη 2 μεγάλαι παραστάσεις, Ἀνατολικὴ ὥρα 6 μ. μ., ἑσπερινὴ ὥρα 9 1/2 μ. μ. (33, 1198, 264, 1271)
gov-item: Διορίζεται ὁ Λοχαγὸς Σ. Ζαφειρόπουλος. (33, 2194, 246, 2210)
boarding-name: ΖΗΣΗ ΑΓΡΑΦΙΩΤΟΥ (978, 1008, 1179, 1033)
news-item: ΑΛΗΘΗ πανήγυριν ἥγε τὴν παρελθοῦσαν Τετάρτην, ἑορτὴν τοῦ Σωτῆρος ἡ Θρησκευτικῆς Ἀδύνα, ἐπὶ τῇ εὐκαιρίᾳ τῆς ἑορτῆς τοῦ ἁγίου Νικολάου. Ὁ διοικητὴς κ. Σωτήριος Πολυδώρου. (33, 1328, 264, 1421)
commercial-school-ad (1201, 317, 1514, 475)
